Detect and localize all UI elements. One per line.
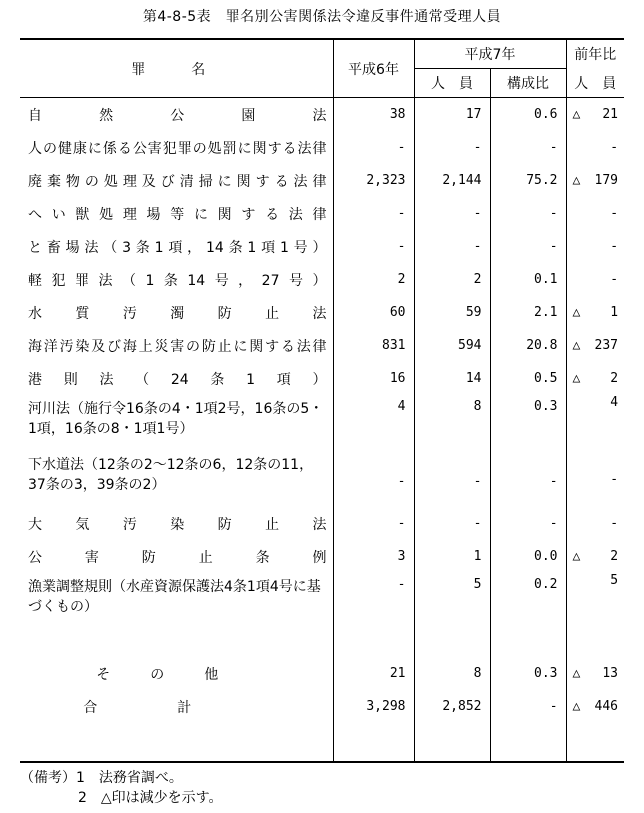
spacer-row <box>20 723 624 762</box>
cell-ratio: 0.1 <box>490 263 566 296</box>
cell-change: 5 <box>566 573 624 629</box>
cell-h7: - <box>414 131 490 164</box>
header-crime: 罪名 <box>131 61 252 78</box>
row-name: と畜場法（3条1項，14条1項1号） <box>28 239 327 256</box>
row-name: 合計 <box>83 699 272 716</box>
cell-ratio: - <box>490 197 566 230</box>
cell-ratio: 2.1 <box>490 296 566 329</box>
cell-h6: - <box>333 197 414 230</box>
cell-h7: 5 <box>414 573 490 629</box>
cell-ratio: 0.2 <box>490 573 566 629</box>
table-row <box>20 230 624 263</box>
cell-ratio: 0.3 <box>490 657 566 690</box>
cell-h6: 2,323 <box>333 164 414 197</box>
header-prev: 前年比 <box>566 39 624 69</box>
cell-ratio: 75.2 <box>490 164 566 197</box>
row-name: 自然公園法 <box>28 107 327 124</box>
header-h7-ratio: 構成比 <box>490 69 566 98</box>
row-name: 下水道法（12条の2〜12条の6，12条の11，37条の3，39条の2） <box>28 457 314 493</box>
cell-h6: 16 <box>333 362 414 395</box>
table-row <box>20 329 624 362</box>
cell-h7: 14 <box>414 362 490 395</box>
cell-h6: 21 <box>333 657 414 690</box>
cell-h6: - <box>333 507 414 540</box>
table-row <box>20 507 624 540</box>
cell-ratio: - <box>490 690 566 723</box>
header-h6: 平成6年 <box>333 39 414 98</box>
cell-h6: - <box>333 131 414 164</box>
cell-h6: - <box>333 230 414 263</box>
cell-ratio: - <box>490 451 566 507</box>
cell-h7: - <box>414 451 490 507</box>
cell-change: 4 <box>566 395 624 451</box>
cell-h6: 60 <box>333 296 414 329</box>
cell-h7: 8 <box>414 657 490 690</box>
row-name: 軽犯罪法（1条14号，27号） <box>28 272 327 289</box>
cell-h6: 3,298 <box>333 690 414 723</box>
row-name: 河川法（施行令16条の4・1項2号，16条の5・1項，16条の8・1項1号） <box>28 401 324 437</box>
table-row <box>20 362 624 395</box>
cell-change: - <box>566 230 624 263</box>
cell-h7: 59 <box>414 296 490 329</box>
cell-h7: 1 <box>414 540 490 573</box>
cell-ratio: 0.6 <box>490 98 566 132</box>
notes <box>20 768 223 808</box>
cell-ratio: - <box>490 131 566 164</box>
row-name: 大気汚染防止法 <box>28 516 327 533</box>
row-name: 人の健康に係る公害犯罪の処罰に関する法律 <box>28 140 327 157</box>
cell-h7: - <box>414 197 490 230</box>
cell-h6: - <box>333 573 414 629</box>
table-row <box>20 197 624 230</box>
row-name: その他 <box>96 666 259 683</box>
cell-change: - <box>566 451 624 507</box>
header-h7-persons: 人 員 <box>414 69 490 98</box>
cell-change: △ 237 <box>566 329 624 362</box>
cell-h7: 8 <box>414 395 490 451</box>
cell-h6: - <box>333 451 414 507</box>
cell-h7: 2,144 <box>414 164 490 197</box>
cell-h7: - <box>414 230 490 263</box>
row-name: 海洋汚染及び海上災害の防止に関する法律 <box>28 338 327 355</box>
cell-h6: 38 <box>333 98 414 132</box>
table-row <box>20 657 624 690</box>
note-2: 2 △印は減少を示す。 <box>78 790 223 806</box>
row-name: 水質汚濁防止法 <box>28 305 327 322</box>
cell-ratio: 0.0 <box>490 540 566 573</box>
table-row <box>20 540 624 573</box>
cell-change: - <box>566 197 624 230</box>
cell-change: △ 446 <box>566 690 624 723</box>
cell-change: - <box>566 263 624 296</box>
cell-ratio: - <box>490 230 566 263</box>
cell-change: - <box>566 507 624 540</box>
cell-h6: 4 <box>333 395 414 451</box>
cell-h7: 594 <box>414 329 490 362</box>
cell-change: △ 13 <box>566 657 624 690</box>
cell-h6: 2 <box>333 263 414 296</box>
spacer-row <box>20 629 624 657</box>
data-table <box>20 38 624 763</box>
cell-change: △ 1 <box>566 296 624 329</box>
table-row <box>20 395 624 451</box>
table-row <box>20 263 624 296</box>
table-row <box>20 98 624 132</box>
table-row <box>20 296 624 329</box>
cell-change: △ 2 <box>566 362 624 395</box>
row-name: 廃棄物の処理及び清掃に関する法律 <box>28 173 327 190</box>
table-row <box>20 451 624 507</box>
table-row <box>20 131 624 164</box>
cell-change: △ 21 <box>566 98 624 132</box>
cell-h6: 3 <box>333 540 414 573</box>
table-row <box>20 164 624 197</box>
table-row-total <box>20 690 624 723</box>
cell-ratio: 0.5 <box>490 362 566 395</box>
cell-h7: - <box>414 507 490 540</box>
header-h7: 平成7年 <box>414 39 566 69</box>
table-title: 第4-8-5表 罪名別公害関係法令違反事件通常受理人員 <box>142 9 502 25</box>
row-name: 公害防止条例 <box>28 549 327 566</box>
cell-h7: 17 <box>414 98 490 132</box>
cell-ratio: 0.3 <box>490 395 566 451</box>
cell-h7: 2 <box>414 263 490 296</box>
row-name: 漁業調整規則（水産資源保護法4条1項4号に基づくもの） <box>28 579 321 615</box>
cell-change: - <box>566 131 624 164</box>
cell-ratio: 20.8 <box>490 329 566 362</box>
cell-change: △ 2 <box>566 540 624 573</box>
row-name: へい獣処理場等に関する法律 <box>28 206 327 223</box>
row-name: 港則法（24条1項） <box>28 371 327 388</box>
cell-ratio: - <box>490 507 566 540</box>
table-row <box>20 573 624 629</box>
cell-change: △ 179 <box>566 164 624 197</box>
note-1: （備考）1 法務省調べ。 <box>20 770 183 786</box>
cell-h7: 2,852 <box>414 690 490 723</box>
header-prev-persons: 人 員 <box>566 69 624 98</box>
cell-h6: 831 <box>333 329 414 362</box>
